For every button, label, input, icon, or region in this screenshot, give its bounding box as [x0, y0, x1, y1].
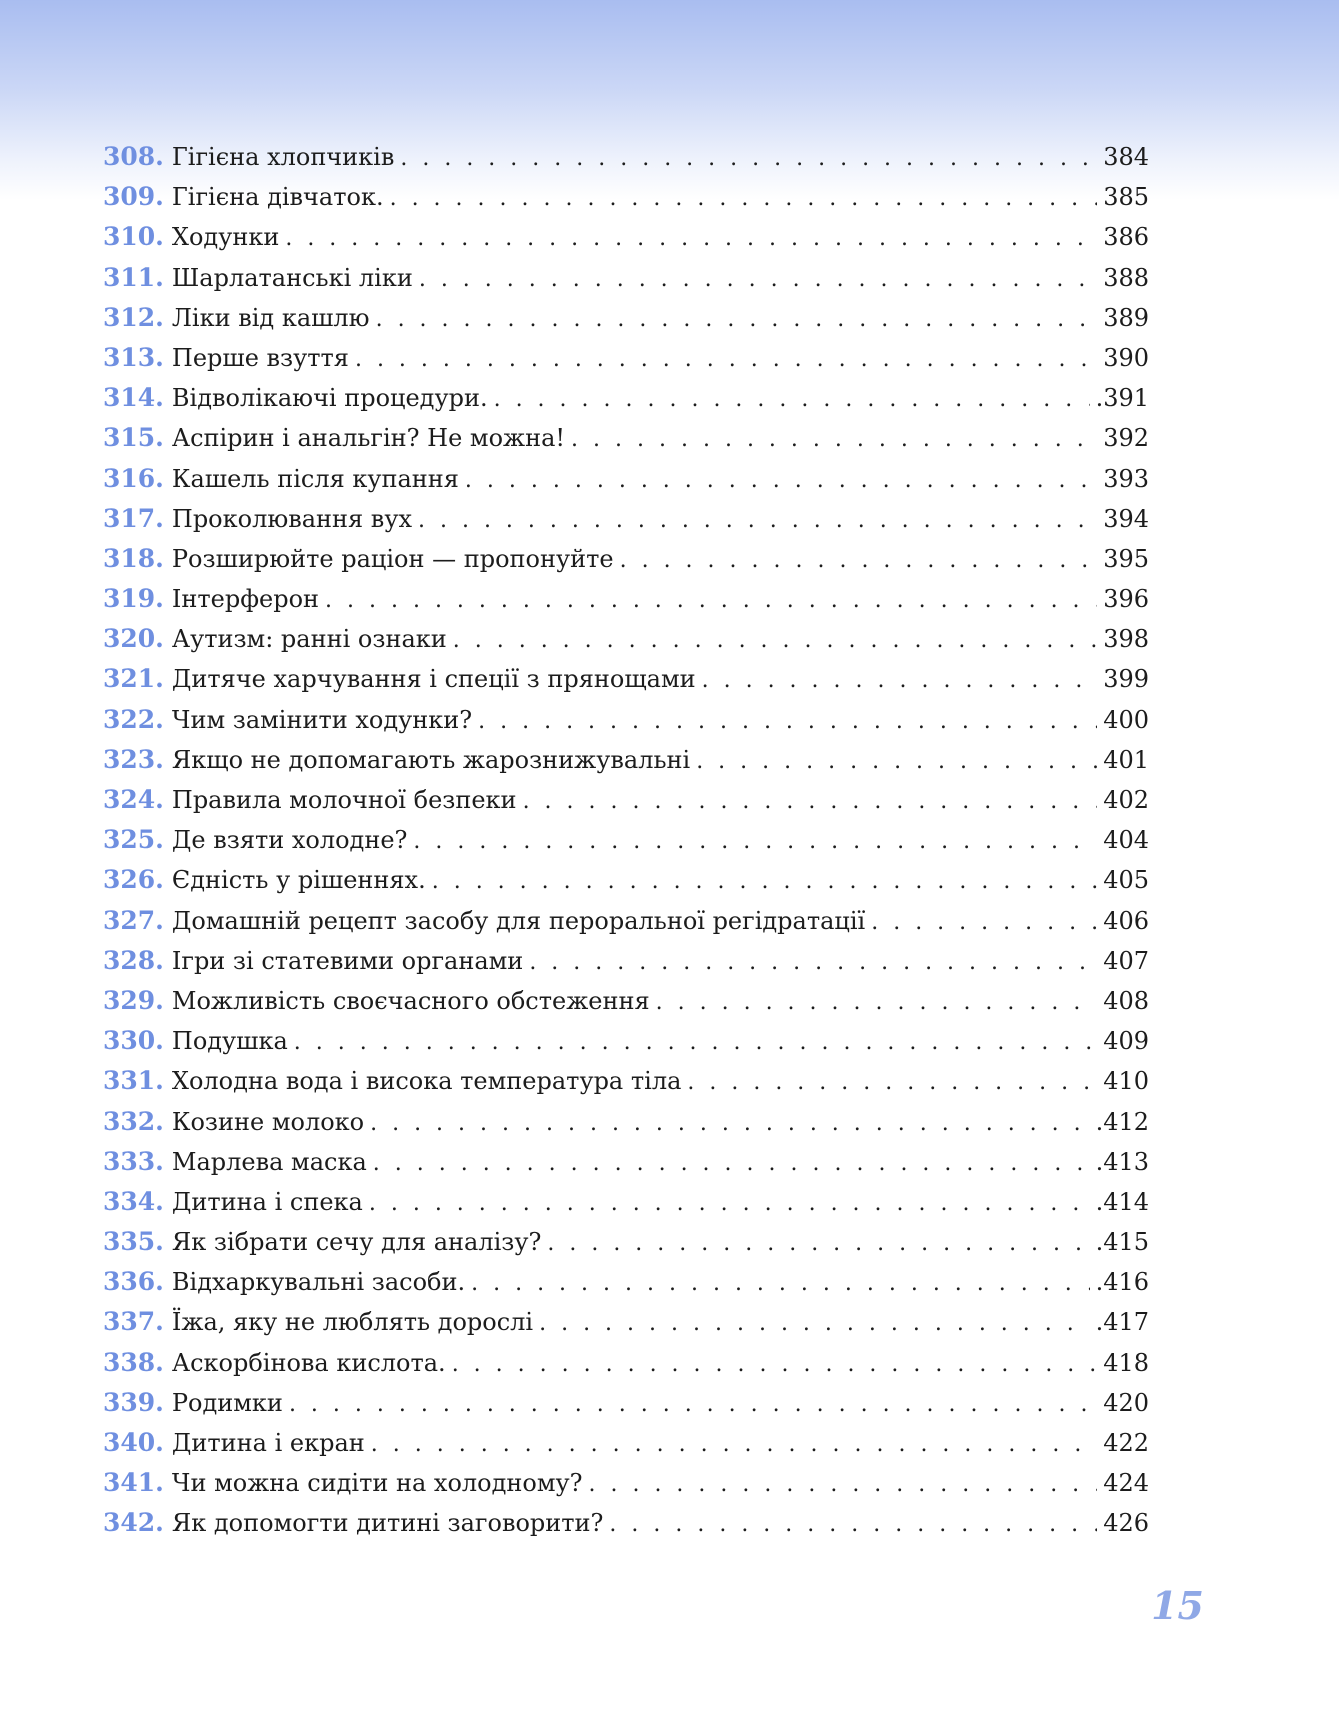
dot-leader — [529, 950, 1097, 975]
dot-leader — [289, 1392, 1097, 1417]
toc-entry[interactable] — [103, 1107, 1149, 1147]
dot-leader — [390, 186, 1098, 211]
entry-number: 328. — [103, 945, 164, 975]
entry-number: 332. — [103, 1106, 164, 1136]
entry-page: 400 — [1103, 705, 1149, 734]
toc-entry[interactable] — [103, 1348, 1149, 1388]
entry-number: 331. — [103, 1066, 164, 1096]
dot-leader — [400, 146, 1097, 171]
toc-entry[interactable] — [103, 1428, 1149, 1468]
dot-leader — [571, 427, 1097, 452]
toc-entry[interactable] — [103, 986, 1149, 1026]
toc-entry[interactable] — [103, 906, 1149, 946]
entry-title: Правила молочної безпеки — [171, 786, 517, 814]
entry-page: 393 — [1103, 464, 1149, 493]
entry-number: 337. — [103, 1307, 164, 1337]
dot-leader — [494, 387, 1090, 412]
entry-title: Як допомогти дитині заговорити? — [171, 1509, 604, 1538]
entry-number: 312. — [103, 302, 164, 332]
dot-leader — [696, 749, 1097, 774]
toc-entry[interactable] — [103, 825, 1149, 865]
dot-leader — [373, 1151, 1090, 1176]
dot-leader — [325, 588, 1097, 613]
entry-title: Розширюйте раціон — пропонуйте — [171, 544, 614, 573]
dot-leader — [620, 548, 1098, 573]
entry-number: 315. — [103, 423, 164, 453]
toc-entry[interactable] — [103, 303, 1149, 343]
entry-number: 334. — [103, 1186, 164, 1216]
entry-number: 321. — [103, 664, 164, 694]
toc-entry[interactable] — [103, 1508, 1149, 1548]
entry-title: Чим замінити ходунки? — [171, 705, 473, 734]
toc-entry[interactable] — [103, 263, 1149, 303]
entry-page: .417 — [1095, 1308, 1149, 1337]
entry-title: Проколювання вух — [171, 504, 412, 533]
entry-title: Холодна вода і висока температура тіла — [171, 1067, 682, 1096]
entry-title: Родимки — [171, 1388, 283, 1417]
entry-number: 335. — [103, 1227, 164, 1257]
entry-number: 309. — [103, 182, 164, 212]
toc-entry[interactable] — [103, 1468, 1149, 1508]
entry-title: Дитина і екран — [171, 1429, 365, 1457]
entry-page: 399 — [1103, 665, 1149, 694]
entry-number: 338. — [103, 1347, 164, 1377]
entry-number: 319. — [103, 584, 164, 614]
entry-page: 385 — [1103, 183, 1149, 212]
toc-entry[interactable] — [103, 222, 1149, 262]
toc-entry[interactable] — [103, 343, 1149, 383]
toc-entry[interactable] — [103, 544, 1149, 584]
entry-title: Домашній рецепт засобу для пероральної регідратації — [171, 906, 866, 935]
entry-title: Аспірин і анальгін? Не можна! — [171, 424, 566, 453]
entry-page: 398 — [1103, 625, 1149, 654]
entry-number: 329. — [103, 985, 164, 1015]
toc-entry[interactable] — [103, 142, 1149, 182]
entry-page: 402 — [1103, 786, 1149, 814]
entry-title: Якщо не допомагають жарознижувальні — [171, 745, 691, 774]
dot-leader — [539, 1311, 1089, 1336]
dot-leader — [370, 1111, 1089, 1136]
toc-entry[interactable] — [103, 705, 1149, 745]
entry-title: Шарлатанські ліки — [171, 263, 413, 292]
entry-number: 327. — [103, 905, 164, 935]
entry-page: 390 — [1103, 343, 1149, 372]
entry-title: Відволікаючі процедури. — [171, 384, 488, 413]
entry-page: 404 — [1103, 826, 1149, 855]
entry-page: 384 — [1103, 143, 1149, 171]
dot-leader — [523, 789, 1098, 814]
entry-number: 317. — [103, 503, 164, 533]
toc-entry[interactable] — [103, 1147, 1149, 1187]
toc-entry[interactable] — [103, 664, 1149, 704]
dot-leader — [453, 628, 1097, 653]
toc-entry[interactable] — [103, 1187, 1149, 1227]
entry-title: Їжа, яку не люблять дорослі — [171, 1308, 534, 1337]
dot-leader — [376, 307, 1098, 332]
toc-entry[interactable] — [103, 946, 1149, 986]
toc-entry[interactable] — [103, 624, 1149, 664]
entry-page: 406 — [1103, 906, 1149, 935]
entry-title: Де взяти холодне? — [171, 826, 408, 855]
entry-page: 408 — [1103, 986, 1149, 1015]
toc-entry[interactable] — [103, 1026, 1149, 1066]
entry-title: Перше взуття — [171, 343, 349, 372]
entry-title: Дитяче харчування і спеції з прянощами — [171, 665, 696, 694]
toc-entry[interactable] — [103, 504, 1149, 544]
entry-page: 395 — [1103, 544, 1149, 573]
entry-page: 405 — [1103, 866, 1149, 895]
table-of-contents — [103, 142, 1149, 1549]
dot-leader — [609, 1512, 1097, 1537]
dot-leader — [547, 1231, 1089, 1256]
dot-leader — [418, 508, 1097, 533]
toc-entry[interactable] — [103, 1227, 1149, 1267]
entry-title: Гігієна хлопчиків — [171, 143, 395, 171]
entry-title: Гігієна дівчаток. — [171, 183, 384, 212]
entry-title: Подушка — [171, 1027, 288, 1056]
toc-entry[interactable] — [103, 1307, 1149, 1347]
toc-entry[interactable] — [103, 464, 1149, 504]
entry-page: 392 — [1103, 424, 1149, 453]
page-number: 15 — [1151, 1583, 1204, 1628]
entry-page: 420 — [1103, 1388, 1149, 1417]
entry-page: 389 — [1103, 303, 1149, 332]
dot-leader — [371, 1432, 1097, 1457]
toc-entry[interactable] — [103, 584, 1149, 624]
dot-leader — [432, 869, 1097, 894]
entry-title: Аутизм: ранні ознаки — [171, 625, 447, 654]
entry-title: Єдність у рішеннях. — [171, 866, 426, 895]
entry-number: 341. — [103, 1468, 164, 1498]
dot-leader — [471, 1271, 1089, 1296]
entry-number: 314. — [103, 383, 164, 413]
dot-leader — [285, 226, 1097, 251]
entry-number: 326. — [103, 865, 164, 895]
toc-entry[interactable] — [103, 383, 1149, 423]
entry-title: Марлева маска — [171, 1147, 367, 1176]
entry-page: 396 — [1103, 585, 1149, 614]
dot-leader — [369, 1191, 1090, 1216]
entry-page: 410 — [1103, 1067, 1149, 1096]
dot-leader — [656, 990, 1098, 1015]
entry-page: 426 — [1103, 1509, 1149, 1538]
entry-number: 330. — [103, 1026, 164, 1056]
entry-title: Козине молоко — [171, 1107, 365, 1136]
entry-page: .413 — [1095, 1147, 1149, 1176]
toc-entry[interactable] — [103, 423, 1149, 463]
dot-leader — [702, 668, 1098, 693]
toc-entry[interactable] — [103, 1267, 1149, 1307]
entry-title: Чи можна сидіти на холодному? — [171, 1469, 583, 1498]
entry-number: 318. — [103, 543, 164, 573]
entry-page: 388 — [1103, 263, 1149, 292]
entry-number: 323. — [103, 744, 164, 774]
toc-entry[interactable] — [103, 1388, 1149, 1428]
entry-number: 325. — [103, 825, 164, 855]
dot-leader — [478, 709, 1097, 734]
toc-entry[interactable] — [103, 745, 1149, 785]
dot-leader — [294, 1030, 1097, 1055]
toc-entry[interactable] — [103, 182, 1149, 222]
entry-number: 313. — [103, 342, 164, 372]
entry-page: 409 — [1103, 1027, 1149, 1056]
entry-page: 407 — [1103, 946, 1149, 975]
entry-number: 311. — [103, 262, 164, 292]
entry-page: .414 — [1095, 1187, 1149, 1216]
entry-page: 422 — [1103, 1429, 1149, 1457]
entry-page: .391 — [1095, 384, 1149, 413]
entry-number: 339. — [103, 1387, 164, 1417]
dot-leader — [419, 267, 1097, 292]
dot-leader — [413, 829, 1097, 854]
entry-number: 324. — [103, 785, 164, 814]
entry-number: 336. — [103, 1267, 164, 1297]
entry-number: 316. — [103, 463, 164, 493]
toc-entry[interactable] — [103, 1066, 1149, 1106]
entry-title: Ходунки — [171, 223, 280, 252]
entry-title: Інтерферон — [171, 585, 320, 614]
entry-title: Ліки від кашлю — [171, 303, 370, 332]
entry-number: 320. — [103, 624, 164, 654]
dot-leader — [687, 1070, 1097, 1095]
entry-number: 310. — [103, 222, 164, 252]
entry-title: Відхаркувальні засоби. — [171, 1268, 466, 1297]
entry-title: Ігри зі статевими органами — [171, 946, 524, 975]
dot-leader — [465, 468, 1097, 493]
entry-title: Дитина і спека — [171, 1187, 363, 1216]
entry-page: .412 — [1095, 1107, 1149, 1136]
entry-page: 424 — [1103, 1469, 1149, 1498]
entry-page: 386 — [1103, 223, 1149, 252]
entry-number: 322. — [103, 704, 164, 734]
entry-title: Можливість своєчасного обстеження — [171, 986, 650, 1015]
toc-entry[interactable] — [103, 865, 1149, 905]
entry-page: 401 — [1103, 745, 1149, 774]
entry-number: 340. — [103, 1428, 164, 1457]
entry-title: Аскорбінова кислота. — [171, 1348, 446, 1377]
entry-number: 342. — [103, 1508, 164, 1538]
dot-leader — [588, 1472, 1097, 1497]
toc-entry[interactable] — [103, 785, 1149, 825]
entry-title: Кашель після купання — [171, 464, 459, 493]
dot-leader — [355, 347, 1097, 372]
entry-page: 418 — [1103, 1348, 1149, 1377]
dot-leader — [452, 1352, 1098, 1377]
entry-number: 308. — [103, 142, 164, 171]
entry-page: .416 — [1095, 1268, 1149, 1297]
entry-page: 394 — [1103, 504, 1149, 533]
dot-leader — [871, 910, 1097, 935]
entry-number: 333. — [103, 1146, 164, 1176]
entry-title: Як зібрати сечу для аналізу? — [171, 1228, 542, 1257]
entry-page: .415 — [1095, 1228, 1149, 1257]
